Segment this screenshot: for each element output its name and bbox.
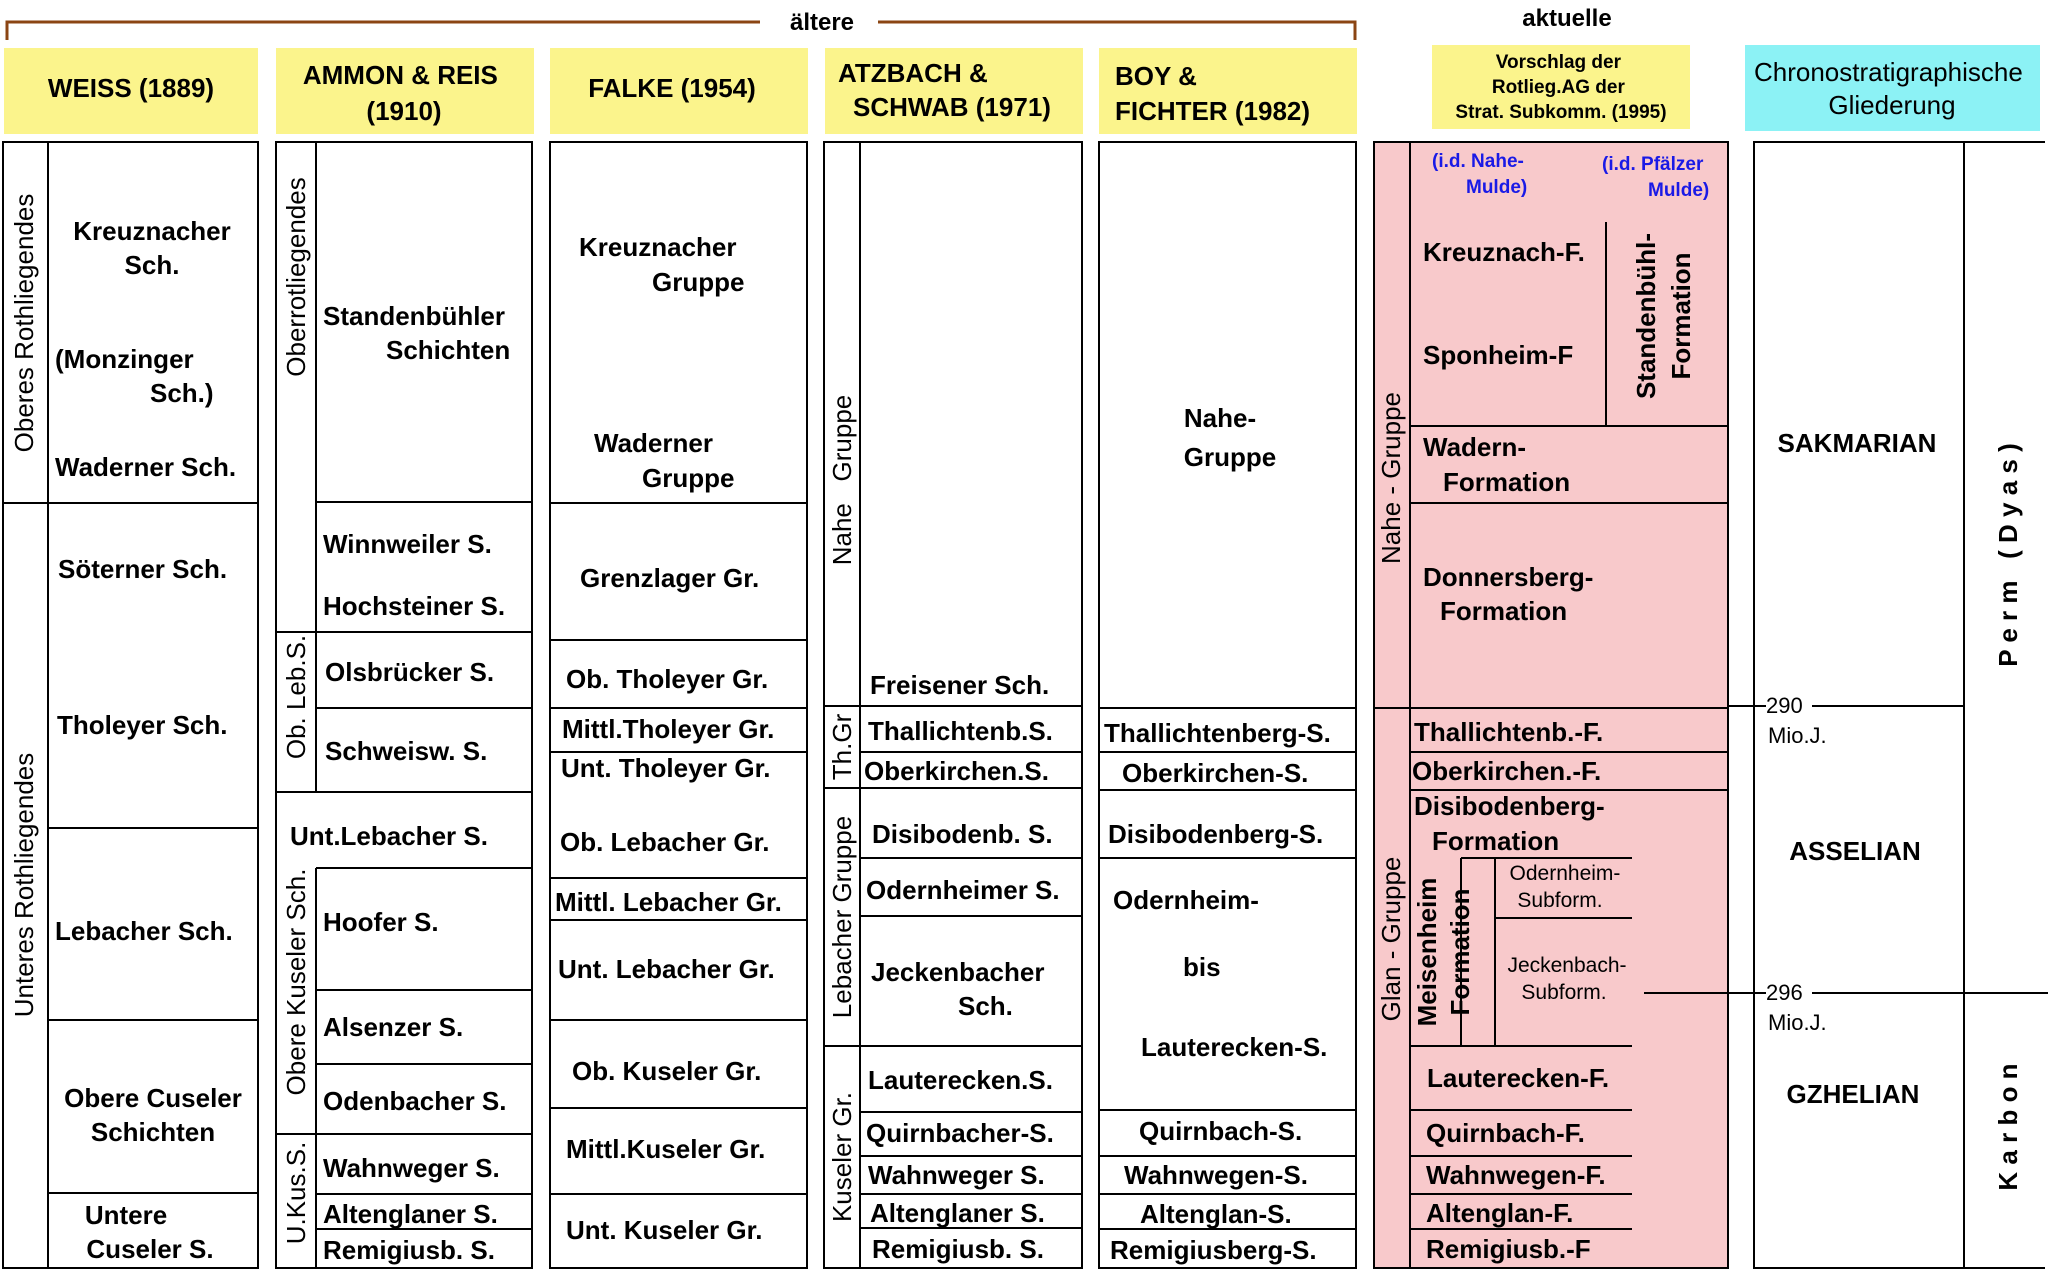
weiss-unit-kreuznacher: Kreuznacher Sch.: [73, 216, 231, 280]
header-weiss: WEISS (1889): [47, 73, 215, 103]
boy-unit-lauterecken: Lauterecken-S.: [1141, 1032, 1328, 1062]
header-ammon: AMMON & REIS (1910): [302, 60, 498, 126]
atzbach-group-nahe: Nahe Gruppe: [827, 394, 857, 566]
header-chrono: Chronostratigraphische Gliederung: [1753, 57, 2023, 120]
falke-unit-waderner: Waderner Gruppe: [594, 428, 735, 493]
atzbach-column: [824, 142, 1082, 1268]
atzbach-unit-remigiusb: Remigiusb. S.: [872, 1234, 1044, 1264]
falke-unit-unt-kuseler: Unt. Kuseler Gr.: [566, 1215, 763, 1245]
boy-unit-bis: bis: [1183, 952, 1221, 982]
weiss-unit-lebacher: Lebacher Sch.: [55, 916, 233, 946]
ammon-unit-wahnweger: Wahnweger S.: [323, 1153, 500, 1183]
age-296: 296 Mio.J.: [1766, 980, 1827, 1035]
atzbach-unit-oberkirchen: Oberkirchen.S.: [864, 756, 1049, 786]
chrono-stages: [1778, 428, 1937, 1109]
ammon-unit-remigiusb: Remigiusb. S.: [323, 1235, 495, 1265]
boy-column: [1099, 142, 1356, 1268]
vorschlag-unit-lauterecken: Lauterecken-F.: [1427, 1063, 1610, 1093]
vorschlag-group-nahe: Nahe - Gruppe: [1376, 392, 1406, 564]
ammon-group-ob-leb: Ob. Leb.S.: [281, 634, 311, 760]
current-label: aktuelle: [1522, 5, 1612, 32]
boy-unit-altenglan: Altenglan-S.: [1140, 1199, 1292, 1229]
boy-unit-disibodenberg: Disibodenberg-S.: [1108, 819, 1324, 849]
system-perm: P e r m ( D y a s ): [1993, 443, 2023, 667]
atzbach-unit-jeckenbacher: Jeckenbacher Sch.: [871, 957, 1045, 1021]
falke-unit-mittl-lebacher: Mittl. Lebacher Gr.: [555, 887, 782, 917]
atzbach-unit-altenglaner: Altenglaner S.: [870, 1198, 1045, 1228]
vorschlag-unit-odernheim-subform: Odernheim-Subform.: [1509, 862, 1621, 912]
falke-unit-unt-tholeyer: Unt. Tholeyer Gr.: [561, 753, 771, 783]
weiss-unit-monzinger: (Monzinger Sch.): [55, 344, 214, 408]
boy-unit-wahnwegen: Wahnwegen-S.: [1124, 1160, 1308, 1190]
falke-unit-ob-tholeyer: Ob. Tholeyer Gr.: [566, 664, 769, 694]
weiss-group-unteres: Unteres Rothliegendes: [9, 752, 39, 1018]
falke-unit-kreuznacher: Kreuznacher Gruppe: [579, 232, 745, 297]
atzbach-unit-freisener: Freisener Sch.: [870, 670, 1050, 700]
stage-asselian: ASSELIAN: [1789, 836, 1921, 866]
vorschlag-unit-donnersberg: Donnersberg-Formation: [1423, 562, 1594, 626]
ammon-unit-alsenzer: Alsenzer S.: [323, 1012, 464, 1042]
age-290: 290 Mio.J.: [1766, 693, 1827, 748]
vorschlag-unit-thallichtenb: Thallichtenb.-F.: [1414, 717, 1604, 747]
atzbach-group-lebacher: Lebacher Gruppe: [827, 815, 857, 1019]
note-nahe-mulde: (i.d. Nahe-Mulde): [1432, 151, 1528, 198]
atzbach-unit-odernheimer: Odernheimer S.: [866, 875, 1060, 905]
older-bracket: [7, 22, 1355, 40]
falke-column: [550, 142, 807, 1268]
ammon-unit-olsbruecker: Olsbrücker S.: [325, 657, 495, 687]
boy-unit-quirnbach: Quirnbach-S.: [1139, 1116, 1303, 1146]
header-boy: BOY & FICHTER (1982): [1115, 61, 1311, 126]
ammon-unit-schweisw: Schweisw. S.: [325, 736, 488, 766]
vorschlag-unit-quirnbach: Quirnbach-F.: [1426, 1118, 1585, 1148]
vorschlag-unit-remigiusb: Remigiusb.-F: [1426, 1234, 1591, 1264]
atzbach-unit-wahnweger: Wahnweger S.: [868, 1160, 1045, 1190]
falke-units: [555, 232, 782, 1245]
header-atzbach: ATZBACH & SCHWAB (1971): [838, 58, 1051, 122]
stage-gzhelian: GZHELIAN: [1786, 1079, 1920, 1109]
ammon-unit-unt-lebacher: Unt.Lebacher S.: [290, 821, 488, 851]
falke-unit-mittl-kuseler: Mittl.Kuseler Gr.: [566, 1134, 766, 1164]
falke-unit-unt-lebacher: Unt. Lebacher Gr.: [558, 954, 775, 984]
boy-unit-odernheim: Odernheim-: [1113, 885, 1259, 915]
vorschlag-unit-wahnwegen: Wahnwegen-F.: [1426, 1160, 1606, 1190]
vorschlag-unit-disibodenberg: Disibodenberg-Formation: [1414, 791, 1605, 856]
boy-units: [1104, 403, 1331, 1265]
ammon-units: [290, 301, 510, 1265]
header-vorschlag: Vorschlag der Rotlieg.AG der Strat. Subkomm. (1995): [1455, 52, 1667, 123]
header-falke: FALKE (1954): [588, 73, 756, 103]
weiss-unit-soeterner: Söterner Sch.: [58, 554, 228, 584]
ammon-group-oberrotliegendes: Oberrotliegendes: [281, 177, 311, 377]
vorschlag-unit-altenglan: Altenglan-F.: [1426, 1198, 1574, 1228]
atzbach-unit-thallichtenb: Thallichtenb.S.: [868, 716, 1053, 746]
ammon-unit-odenbacher: Odenbacher S.: [323, 1086, 507, 1116]
vorschlag-unit-sponheim: Sponheim-F: [1423, 340, 1574, 370]
atzbach-unit-quirnbacher: Quirnbacher-S.: [866, 1118, 1054, 1148]
boy-unit-thallichtenberg: Thallichtenberg-S.: [1104, 718, 1331, 748]
falke-unit-ob-kuseler: Ob. Kuseler Gr.: [572, 1056, 762, 1086]
stage-sakmarian: SAKMARIAN: [1777, 428, 1937, 458]
vorschlag-unit-jeckenbach-subform: Jeckenbach-Subform.: [1507, 954, 1627, 1004]
falke-unit-mittl-tholeyer: Mittl.Tholeyer Gr.: [562, 714, 775, 744]
boy-unit-remigiusberg: Remigiusberg-S.: [1110, 1235, 1317, 1265]
vorschlag-unit-wadern: Wadern-Formation: [1423, 432, 1571, 497]
atzbach-units: [864, 670, 1060, 1264]
weiss-group-oberes: Oberes Rothliegendes: [9, 193, 39, 453]
falke-unit-ob-lebacher: Ob. Lebacher Gr.: [560, 827, 770, 857]
older-label: ältere: [789, 9, 855, 36]
weiss-unit-tholeyer: Tholeyer Sch.: [57, 710, 228, 740]
chrono-systems: [1993, 443, 2023, 1190]
system-karbon: K a r b o n: [1993, 1063, 2023, 1191]
boy-unit-oberkirchen: Oberkirchen-S.: [1122, 758, 1309, 788]
weiss-units: [55, 216, 242, 1264]
ammon-groups: [281, 177, 311, 1244]
weiss-unit-waderner: Waderner Sch.: [55, 452, 237, 482]
vorschlag-unit-meisenheim: Meisenheim Formation: [1412, 877, 1475, 1027]
atzbach-unit-lauterecken: Lauterecken.S.: [868, 1065, 1053, 1095]
ammon-group-obere-kuseler: Obere Kuseler Sch.: [281, 868, 311, 1096]
boy-unit-nahe-gruppe: Nahe-Gruppe: [1183, 403, 1277, 472]
note-pfaelzer-mulde: (i.d. Pfälzer Mulde): [1602, 154, 1710, 201]
ammon-unit-hochsteiner: Hochsteiner S.: [323, 591, 506, 621]
falke-unit-grenzlager: Grenzlager Gr.: [580, 563, 760, 593]
atzbach-group-th: Th.Gr: [827, 713, 857, 781]
ammon-group-u-kus: U.Kus.S.: [281, 1141, 311, 1245]
vorschlag-unit-oberkirchen: Oberkirchen.-F.: [1412, 756, 1602, 786]
ammon-unit-standenbuehler: Standenbühler Schichten: [323, 301, 511, 365]
ammon-unit-altenglaner: Altenglaner S.: [323, 1199, 498, 1229]
vorschlag-group-glan: Glan - Gruppe: [1376, 856, 1406, 1022]
weiss-unit-obere-cuseler: Obere Cuseler Schichten: [64, 1083, 242, 1147]
ammon-unit-hoofer: Hoofer S.: [323, 907, 439, 937]
weiss-unit-untere-cuseler: Untere Cuseler S.: [84, 1200, 214, 1264]
atzbach-unit-disibodenb: Disibodenb. S.: [872, 819, 1053, 849]
vorschlag-unit-kreuznach: Kreuznach-F.: [1423, 237, 1585, 267]
atzbach-groups: [827, 395, 857, 1222]
ammon-unit-winnweiler: Winnweiler S.: [323, 529, 492, 559]
vorschlag-unit-standenbuehl: Standenbühl- Formation: [1631, 232, 1696, 400]
atzbach-group-kuseler: Kuseler Gr.: [827, 1091, 857, 1223]
